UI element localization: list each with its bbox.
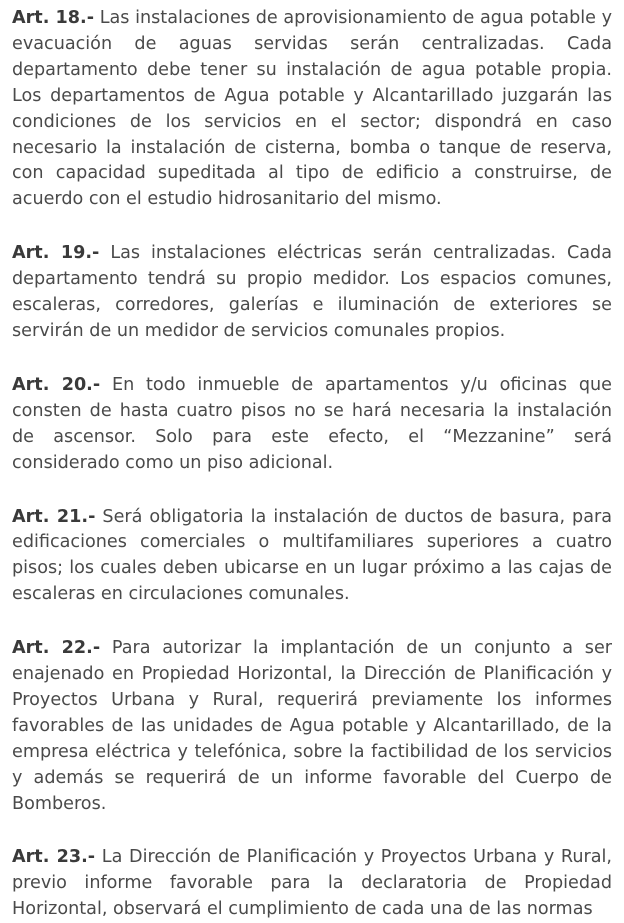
article-18 <box>12 6 612 213</box>
article-label: Art. 20.- <box>12 374 101 395</box>
article-text: Las instalaciones eléctricas serán centralizadas. Cada departamento tendrá su propio medidor. Los espacios comunes, escaleras, corredores, galerías e iluminación de exteriores se servirán de un medidor de servicios comunales propios. <box>12 243 612 341</box>
article-19 <box>12 241 612 345</box>
article-text: La Dirección de Planificación y Proyectos Urbana y Rural, previo informe favorable para la declaratoria de Propiedad Horizontal, observará el cumplimiento de cada una de las normas <box>12 847 613 920</box>
article-label: Art. 18.- <box>12 8 95 28</box>
document-page <box>12 6 612 923</box>
article-text: En todo inmueble de apartamentos y/u oficinas que consten de hasta cuatro pisos no se hará necesaria la instalación de ascensor. Solo para este efecto, el “Mezzanine” será considerado como un piso adicional. <box>12 374 613 473</box>
article-20 <box>12 373 612 477</box>
article-21 <box>12 505 612 609</box>
article-text: Para autorizar la implantación de un conjunto a ser enajenado en Propiedad Horizontal, la Dirección de Planificación y Proyectos Urbana y Rural, requerirá previamente los informes favorables de las unidades de Agua potable y Alcantarillado, de la empresa eléctrica y telefónica, sobre la factibilidad de los servicios y además se requerirá de un informe favorable del Cuerpo de Bomberos. <box>12 638 613 814</box>
article-text: Será obligatoria la instalación de ductos de basura, para edificaciones comerciales o multifamiliares superiores a cuatro pisos; los cuales deben ubicarse en un lugar próximo a las cajas de escaleras en circulaciones comunales. <box>12 506 613 605</box>
article-22 <box>12 636 612 817</box>
article-label: Art. 22.- <box>12 638 101 659</box>
article-label: Art. 23.- <box>12 847 96 868</box>
article-label: Art. 19.- <box>12 243 100 264</box>
article-label: Art. 21.- <box>12 506 96 527</box>
article-23 <box>12 845 612 923</box>
article-text: Las instalaciones de aprovisionamiento de agua potable y evacuación de aguas servidas serán centralizadas. Cada departamento debe tener su instalación de agua potable propia. Los departamentos de Agua potable y Alcantarillado juzgarán las condiciones de los servicios en el sector; dispondrá en caso necesario la instalación de cisterna, bomba o tanque de reserva, con capacidad supeditada al tipo de edificio a construirse, de acuerdo con el estudio hidrosanitario del mismo. <box>12 8 613 210</box>
